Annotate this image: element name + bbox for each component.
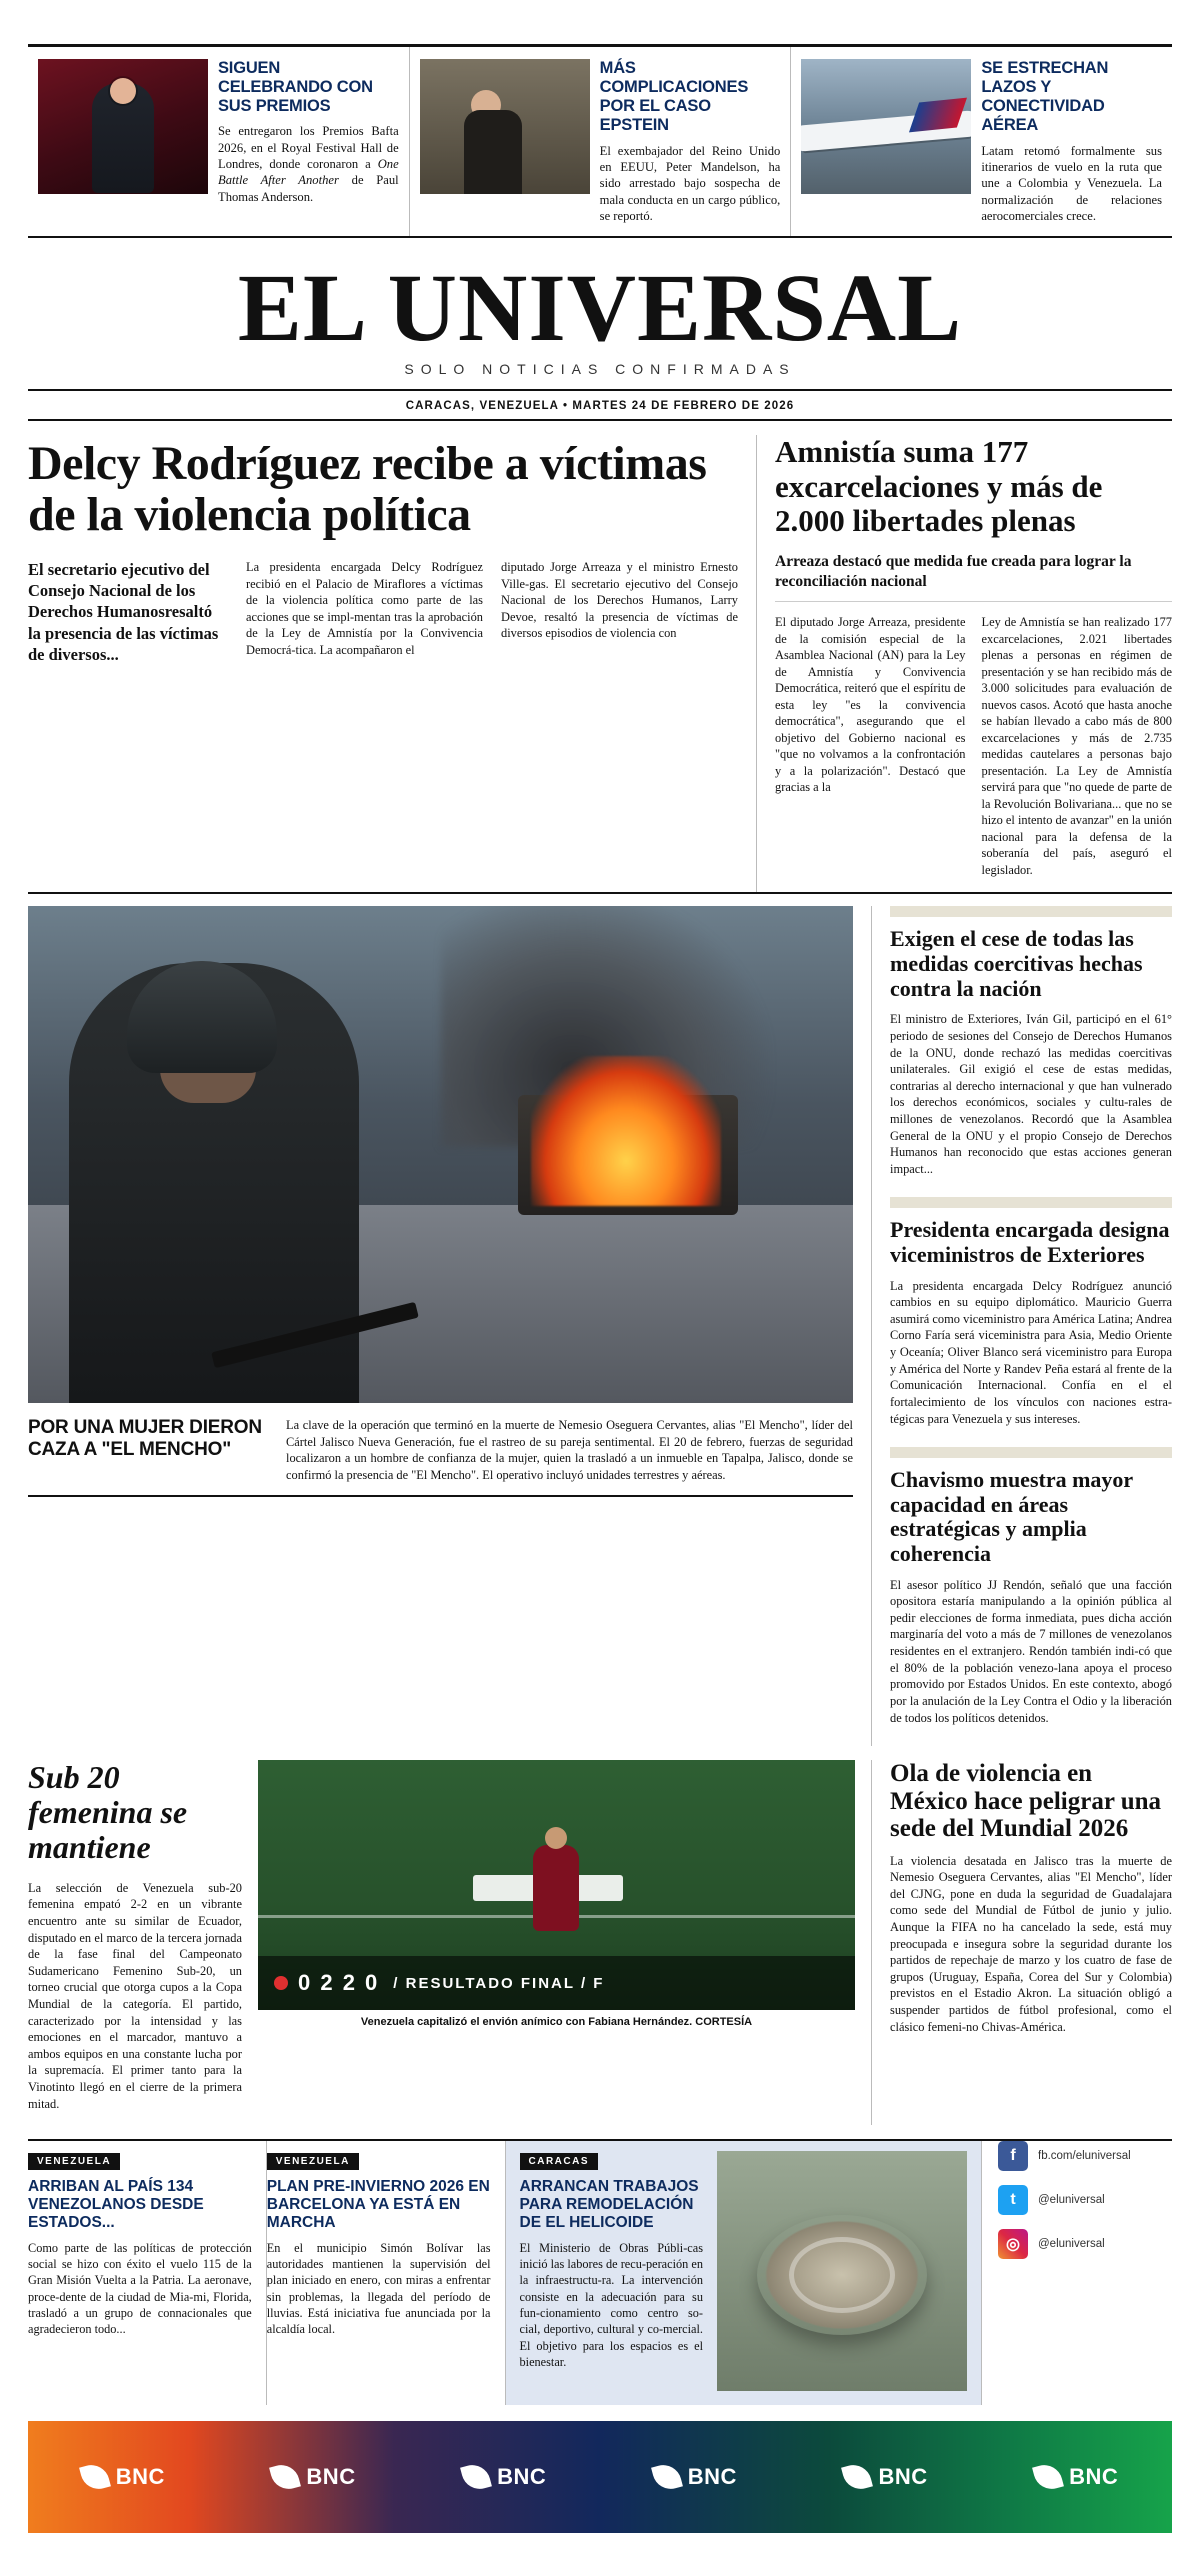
lead-story[interactable] [28, 435, 757, 892]
twitter-handle: @eluniversal [1038, 2193, 1105, 2206]
brief-body: Como parte de las políticas de protección social se hizo con éxito el vuelo 115 de la Gran Misión Vuelta a la Patria. La aeronave, proce-dente de la ciudad de Mia-mi, Florida, trasladó a un grupo de connacionales que agradecieron todo... [28, 2240, 252, 2337]
instagram-icon [998, 2229, 1028, 2259]
photo-kicker: POR UNA MUJER DIERON CAZA A "EL MENCHO" [28, 1417, 262, 1461]
facebook-handle: fb.com/eluniversal [1038, 2149, 1131, 2162]
rail-divider [890, 906, 1172, 917]
photo-caption: La clave de la operación que terminó en la muerte de Nemesio Oseguera Cervantes, alias "El Mencho", líder del Cártel Jalisco Nueva Generación, fue el rastreo de su pareja sentimental. El 20 de febrero, fuerzas de seguridad localizaron a un hombre de confianza de la mujer, quien la trasladó a un inmueble en Tapalpa, Jalisco, donde se confirmó la presencia de "El Mencho". El operativo incluyó unidades terrestres y aéreas. [286, 1418, 853, 1482]
bnc-brand-text: BNC [497, 2463, 547, 2489]
social-link-instagram[interactable] [998, 2229, 1172, 2259]
scoreboard-overlay [258, 1956, 855, 2010]
middle-section [28, 894, 1172, 1746]
mexico-story[interactable] [872, 1760, 1172, 2124]
social-links [982, 2141, 1172, 2405]
bnc-ad-banner[interactable] [28, 2421, 1172, 2533]
sub20-story[interactable] [28, 1760, 258, 2124]
soccer-photo-block[interactable] [258, 1760, 872, 2124]
rail-story[interactable] [890, 1197, 1172, 1427]
bnc-leaf-icon [842, 2461, 874, 2493]
rail-story[interactable] [890, 906, 1172, 1177]
lower-section [28, 1746, 1172, 2124]
teaser-text [600, 59, 781, 224]
social-link-twitter[interactable] [998, 2185, 1172, 2215]
mexico-headline: Ola de violencia en México hace peligrar una sede del Mundial 2026 [890, 1760, 1162, 1843]
bottom-strip [28, 2139, 1172, 2405]
rail-body: El asesor político JJ Rendón, señaló que una facción opositora estaría manipulando a la opinión pública al pedir elecciones de forma inmediata, pues dicha acción marginaría del voto a más de 7 millones de venezolanos residentes en el extranjero. Rendón también indi-có que el 80% de la población venezo-lana apoya el proceso promovido por Estados Unidos. En este contexto, abogó por la anulación de la Ley Contra el Odio y la liberación de todos los políticos detenidos. [890, 1577, 1172, 1725]
teaser-title: SE ESTRECHAN LAZOS Y CONECTIVIDAD AÉREA [981, 59, 1109, 135]
top-section [28, 421, 1172, 894]
soccer-match-photo [258, 1760, 855, 2010]
teaser-text [981, 59, 1162, 224]
brief-headline: PLAN PRE-INVIERNO 2026 EN BARCELONA YA ESTÁ EN MARCHA [266, 2177, 490, 2231]
teaser-body-post: de Paul Thomas Anderson. [218, 173, 399, 204]
amnesty-story[interactable] [757, 435, 1172, 892]
brief-story[interactable] [267, 2141, 506, 2405]
sub20-body: La selección de Venezuela sub-20 femenina empató 2-2 en un vibrante encuentro ante su similar de Ecuador, disputado en el marco de la tercera jornada de la fase final del Campeonato Sudamericano Femenino Sub-20, un torneo crucial que otorga cupos a la Copa Mundial de la categoría. El partido, caracterizado por la intensidad y las emociones en el marcador, mantuvo a ambos equipos en una constante lucha por la supremacía. El primer tanto para la Vinotinto llegó en el cierre de la primera mitad. [28, 1880, 242, 2111]
rail-divider [890, 1197, 1172, 1208]
bnc-leaf-icon [651, 2461, 683, 2493]
rail-divider [890, 1447, 1172, 1458]
player-shape [533, 1845, 579, 1931]
scoreboard-label: / RESULTADO FINAL / F [393, 1974, 605, 1992]
ad-logo-cell [600, 2464, 791, 2490]
brief-tag: CARACAS [520, 2153, 599, 2170]
helicoide-aerial-photo [717, 2151, 967, 2391]
teaser-strip [28, 44, 1172, 238]
teaser-item[interactable] [28, 47, 410, 236]
epstein-case-photo [420, 59, 590, 194]
rail-headline: Presidenta encargada designa viceministros de Exteriores [890, 1217, 1170, 1268]
amnesty-body-column-1: El diputado Jorge Arreaza, presidente de la comisión especial de la Asamblea Nacional (AN) para la Ley de Amnistía y Convivencia Democrática, reiteró que el espíritu de esta ley "es la convivencia democrática", asegurando que el objetivo del Gobierno nacional es "que no volvamos a la confrontación y a la polarización". Destacó que gracias a la [775, 615, 966, 795]
teaser-title: MÁS COMPLICACIONES POR EL CASO EPSTEIN [599, 59, 749, 135]
burning-bus-photo [28, 906, 853, 1403]
brief-story[interactable] [28, 2141, 267, 2405]
lead-body-column-1: La presidenta encargada Delcy Rodríguez recibió en el Palacio de Miraflores a víctimas de la violencia política como parte de las acciones que se impl-mentan tras la aprobación de la Ley de Amnistía por la Convivencia Democrá-tica. La acompañaron el [246, 560, 483, 657]
brief-body: El Ministerio de Obras Públi-cas inició las labores de recu-peración en la infraestructu-ra. La intervención consiste en la adecuación para su fun-cionamiento como centro so-cial, deportivo, cultural y co-mercial. El objetivo para los espacios es el bienestar. [519, 2240, 703, 2369]
bafta-awards-photo [38, 59, 208, 194]
lead-body-column-2: diputado Jorge Arreaza y el ministro Ernesto Ville-gas. El secretario ejecutivo del Consejo Nacional de los Derechos Humanos, Larry Devoe, resaltó la presencia de víctimas de diversos episodios de violencia con [501, 560, 738, 641]
ad-logo-cell [219, 2464, 410, 2490]
instagram-handle: @eluniversal [1038, 2237, 1105, 2250]
newspaper-slogan: SOLO NOTICIAS CONFIRMADAS [404, 361, 796, 378]
teaser-item[interactable] [791, 47, 1172, 236]
lead-lede: El secretario ejecutivo del Consejo Nacional de los Derechos Humanosresaltó la presencia de las víctimas de diversos... [28, 560, 219, 664]
facebook-glyph: f [1010, 2146, 1016, 2164]
right-rail [872, 906, 1172, 1746]
amnesty-headline: Amnistía suma 177 excarcelaciones y más de 2.000 libertades plenas [775, 434, 1103, 538]
twitter-icon [998, 2185, 1028, 2215]
scoreboard-score: 0 2 2 0 [298, 1970, 380, 1996]
ad-logo-cell [28, 2464, 219, 2490]
masthead [0, 238, 1200, 421]
latam-airplane-photo [801, 59, 971, 194]
helicoide-story[interactable] [506, 2141, 983, 2405]
newspaper-title: EL UNIVERSAL [237, 254, 963, 362]
record-dot-icon [274, 1976, 288, 1990]
main-content [0, 421, 1200, 2404]
mexico-body: La violencia desatada en Jalisco tras la muerte de Nemesio Oseguera Cervantes, alias "El Mencho", líder del CJNG, pone en duda la seguridad de Guadalajara como sede del Mundial de Fútbol de junio y julio. Aunque la FIFA no ha cancelado la sede, está muy preocupada e insegura sobre la seguridad durante los partidos de repechaje de marzo y los cuatro de fase de grupos (Uruguay, España, Corea del Sur y Colombia) previstos en el Estadio Akron. La situación obligó a suspender partidos de fútbol profesional, como el clásico femeni-no Chivas-América. [890, 1853, 1172, 2034]
ad-logo-cell [791, 2464, 982, 2490]
amnesty-columns [775, 614, 1172, 878]
sub20-headline: Sub 20 femenina se mantiene [28, 1759, 188, 1866]
bnc-brand-text: BNC [687, 2463, 737, 2489]
teaser-body: Latam retomó formalmente sus itinerarios de vuelo en la ruta que une a Colombia y Venezuela. La normalización de relaciones aerocomerciales crece. [981, 143, 1163, 223]
bnc-leaf-icon [79, 2461, 111, 2493]
bnc-brand-text: BNC [115, 2463, 165, 2489]
teaser-body: El exembajador del Reino Unido en EEUU, Peter Mandelson, ha sido arrestado bajo sospecha de mala conducta en un cargo público, se reportó. [599, 143, 781, 223]
teaser-body-em: One Battle After Another [218, 157, 399, 188]
brief-headline: ARRANCAN TRABAJOS PARA REMODELACIÓN DE EL HELICOIDE [519, 2177, 699, 2231]
bnc-leaf-icon [460, 2461, 492, 2493]
teaser-item[interactable] [410, 47, 792, 236]
dateline: CARACAS, VENEZUELA • MARTES 24 DE FEBRERO DE 2026 [405, 400, 795, 413]
newspaper-front-page [0, 44, 1200, 2533]
lead-columns [28, 559, 738, 665]
teaser-title: SIGUEN CELEBRANDO CON SUS PREMIOS [218, 59, 373, 116]
amnesty-subhead: Arreaza destacó que medida fue creada para lograr la reconciliación nacional [775, 552, 1172, 603]
photo-caption-row [28, 1403, 853, 1497]
facebook-icon [998, 2141, 1028, 2171]
helicoide-building-shape [757, 2215, 927, 2335]
ad-logo-cell [981, 2464, 1172, 2490]
dateline-bar [28, 389, 1172, 421]
bnc-leaf-icon [1032, 2461, 1064, 2493]
instagram-glyph: ◎ [1006, 2235, 1020, 2253]
bnc-brand-text: BNC [306, 2463, 356, 2489]
soccer-photo-caption: Venezuela capitalizó el envión anímico con Fabiana Hernández. CORTESÍA [360, 2016, 753, 2029]
rail-body: La presidenta encargada Delcy Rodríguez anunció cambios en su equipo diplomático. Mauricio Guerra asumirá como viceministro para América Latina; Andrea Corno Faría será viceministra para Asia, Medio Oriente y Oceanía; Oliver Blanco será viceministro para Europa y América del Norte y Randev Peña estará al frente de la Comunicación Internacional. Confía en el el fortalecimiento de los vínculos con naciones estra-tégicas para Venezuela y sus intereses. [890, 1278, 1172, 1426]
teaser-text [218, 59, 399, 224]
ad-logo-cell [409, 2464, 600, 2490]
fire-shape [531, 1056, 721, 1206]
brief-headline: ARRIBAN AL PAÍS 134 VENEZOLANOS DESDE ESTADOS... [28, 2177, 204, 2231]
bnc-leaf-icon [270, 2461, 302, 2493]
teaser-body [218, 123, 399, 205]
lead-headline: Delcy Rodríguez recibe a víctimas de la violencia política [28, 437, 707, 542]
rail-headline: Exigen el cese de todas las medidas coercitivas hechas contra la nación [890, 926, 1143, 1001]
social-link-facebook[interactable] [998, 2141, 1172, 2171]
brief-tag: VENEZUELA [28, 2153, 120, 2170]
rail-headline: Chavismo muestra mayor capacidad en áreas estratégicas y amplia coherencia [890, 1467, 1133, 1566]
rail-story[interactable] [890, 1447, 1172, 1726]
brief-tag: VENEZUELA [267, 2153, 359, 2170]
rail-body: El ministro de Exteriores, Iván Gil, participó en el 61° periodo de sesiones del Consejo de Derechos Humanos de la ONU, donde rechazó las medidas coercitivas unilaterales. Gil exigió el cese de estas medidas, contrarias al derecho internacional y que han vulnerado los derechos económicos, sociales y cultu-rales de millones de venezolanos. Recordó que la Asamblea General de la ONU y el propio Consejo de Derechos Humanos han reconocido que estas acciones generan impact... [890, 1012, 1172, 1176]
bnc-brand-text: BNC [1069, 2463, 1119, 2489]
main-photo-story[interactable] [28, 906, 872, 1746]
teaser-body-pre: Se entregaron los Premios Bafta 2026, en el Royal Festival Hall de Londres, donde coronaron a [218, 124, 399, 172]
twitter-glyph: t [1010, 2190, 1016, 2208]
amnesty-body-column-2: Ley de Amnistía se han realizado 177 excarcelaciones, 2.021 libertades plenas a personas en régimen de presentación y se han recibido más de 3.000 solicitudes para evaluación de nuevos casos. Acotó que hasta anoche se habían llevado a cabo más de 800 excarcelaciones y más de 2.735 medidas cautelares a personas bajo presentación. La Ley de Amnistía servirá para que "no quede de parte de la Revolución Bolivariana... que no se hizo el intento de avanzar" en la unión nacional para la defensa de la soberanía del país, aseguró el legislador. [981, 615, 1172, 877]
brief-body: En el municipio Simón Bolívar las autoridades mantienen la supervisión del plan iniciado en enero, con miras a enfrentar sin problemas, la llegada del período de lluvias. Está iniciativa fue anunciada por la alcaldía local. [266, 2240, 491, 2337]
bnc-brand-text: BNC [878, 2463, 928, 2489]
